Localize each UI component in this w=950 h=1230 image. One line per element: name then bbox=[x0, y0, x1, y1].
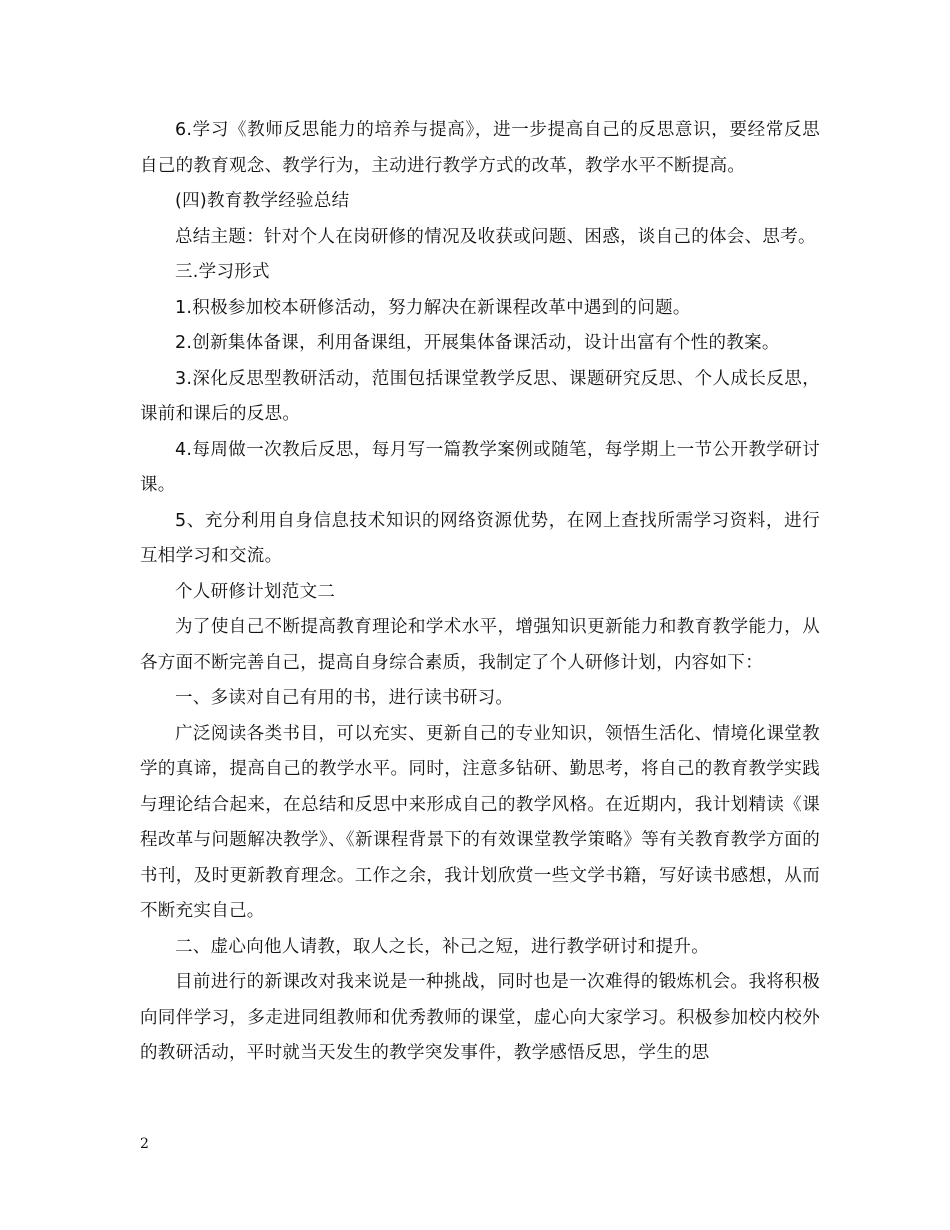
paragraph-plan-intro: 为了使自己不断提高教育理论和学术水平，增强知识更新能力和教育教学能力，从各方面不断完善自己，提高自身综合素质，我制定了个人研修计划，内容如下： bbox=[140, 617, 820, 673]
section-title-sample-two: 个人研修计划范文二 bbox=[175, 581, 336, 602]
heading-learning-forms: 三.学习形式 bbox=[175, 262, 270, 282]
paragraph-new-curriculum: 目前进行的新课改对我来说是一种挑战，同时也是一次难得的锻炼机会。我将积极向同伴学习，多走进同组教师和优秀教师的课堂，虚心向大家学习。积极参加校内校外的教研活动，平时就当天发生的教学突发事件，教学感悟反思，学生的思 bbox=[140, 972, 820, 1063]
paragraph-reading-plan: 广泛阅读各类书目，可以充实、更新自己的专业知识，领悟生活化、情境化课堂教学的真谛，提高自己的教学水平。同时，注意多钻研、勤思考，将自己的教育教学实践与理论结合起来，在总结和反思中来形成自己的教学风格。在近期内，我计划精读《课程改革与问题解决教学》、《新课程背景下的有效课堂教学策略》等有关教育教学方面的书刊，及时更新教育理念。工作之余，我计划欣赏一些文学书籍，写好读书感想，从而不断充实自己。 bbox=[140, 723, 820, 921]
list-item-collective-lesson-prep: 2.创新集体备课，利用备课组，开展集体备课活动，设计出富有个性的教案。 bbox=[175, 333, 780, 353]
list-item-school-research: 1.积极参加校本研修活动，努力解决在新课程改革中遇到的问题。 bbox=[175, 297, 691, 318]
list-item-weekly-reflection: 4.每周做一次教后反思，每月写一篇教学案例或随笔，每学期上一节公开教学研讨课。 bbox=[140, 439, 820, 495]
document-body bbox=[140, 113, 820, 1072]
paragraph-summary-theme: 总结主题：针对个人在岗研修的情况及收获或问题、困惑，谈自己的体会、思考。 bbox=[175, 226, 816, 247]
list-item-network-resources: 5、充分利用自身信息技术知识的网络资源优势，在网上查找所需学习资料，进行互相学习和交流。 bbox=[140, 510, 820, 566]
heading-learn-from-others: 二、虚心向他人请教，取人之长，补己之短，进行教学研讨和提升。 bbox=[175, 936, 709, 957]
heading-experience-summary: (四)教育教学经验总结 bbox=[175, 191, 350, 211]
heading-reading: 一、多读对自己有用的书，进行读书研习。 bbox=[175, 688, 514, 708]
list-item-reflective-research: 3.深化反思型教研活动，范围包括课堂教学反思、课题研究反思、个人成长反思，课前和课后的反思。 bbox=[140, 368, 820, 424]
page-number: 2 bbox=[140, 1136, 149, 1152]
paragraph-reflection-study: 6.学习《教师反思能力的培养与提高》，进一步提高自己的反思意识，要经常反思自己的教育观念、教学行为，主动进行教学方式的改革，教学水平不断提高。 bbox=[140, 120, 820, 176]
